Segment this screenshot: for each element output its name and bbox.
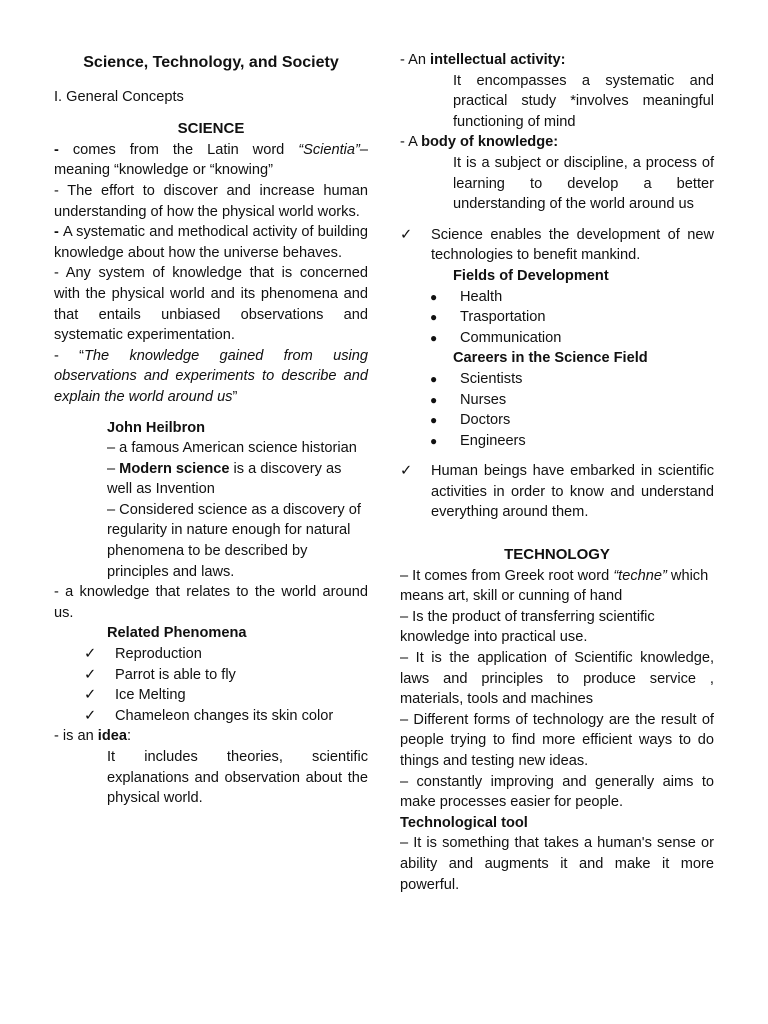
phenomena-list <box>54 644 368 726</box>
left-column <box>54 50 368 809</box>
science-definition-5: - “The knowledge gained from using observations and experiments to describe and explain the world around us” <box>54 347 368 405</box>
list-item: ● Communication <box>400 328 714 349</box>
bullet-icon: ● <box>430 330 438 345</box>
heilbron-note-1: – a famous American science historian <box>107 440 357 457</box>
science-definition-4: - Any system of knowledge that is concerned with the physical world and its phenomena and that entails unbiased observations and systematic experimentation. <box>54 265 368 344</box>
technology-heading: TECHNOLOGY <box>504 546 610 564</box>
heilbron-note-2: – Modern science is a discovery as well as Invention <box>107 460 342 498</box>
bullet-icon: ● <box>430 310 438 325</box>
document-title: Science, Technology, and Society <box>83 54 339 71</box>
list-item: ✓ Reproduction <box>54 644 368 665</box>
bullet-icon: ● <box>430 289 438 304</box>
bullet-icon: ● <box>430 371 438 386</box>
list-item: ✓ Ice Melting <box>54 685 368 706</box>
list-item: ● Trasportation <box>400 307 714 328</box>
careers-list <box>400 369 714 451</box>
list-item: ● Nurses <box>400 390 714 411</box>
list-item: ● Health <box>400 287 714 308</box>
check-icon: ✓ <box>84 687 97 704</box>
scientific-activities-note: ✓ Human beings have embarked in scientific activities in order to know and understand everything around them. <box>400 463 714 521</box>
list-item: ● Engineers <box>400 431 714 452</box>
check-icon: ✓ <box>84 666 97 683</box>
science-benefit-note: ✓ Science enables the development of new technologies to benefit mankind. <box>400 226 714 264</box>
heilbron-block <box>107 418 368 583</box>
careers-heading: Careers in the Science Field <box>453 350 648 367</box>
check-icon: ✓ <box>400 463 413 480</box>
bullet-icon: ● <box>430 433 438 448</box>
intellectual-activity-line: - An intellectual activity: <box>400 52 566 68</box>
related-phenomena-heading: Related Phenomena <box>107 625 247 642</box>
bullet-icon: ● <box>430 413 438 428</box>
technology-definition-5: – constantly improving and generally aims to make processes easier for people. <box>400 773 714 811</box>
section-label: I. General Concepts <box>54 88 184 105</box>
heilbron-name: John Heilbron <box>107 419 206 436</box>
body-of-knowledge-line: - A body of knowledge: <box>400 134 559 151</box>
intellectual-activity-description: It encompasses a systematic and practical study *involves meaningful functioning of mind <box>453 72 714 130</box>
check-icon: ✓ <box>84 707 97 724</box>
body-of-knowledge-description: It is a subject or discipline, a process of learning to develop a better understanding of the world around us <box>453 154 714 213</box>
science-definition-1: - comes from the Latin word “Scientia”– meaning “knowledge or “knowing” <box>54 141 369 179</box>
list-item: ✓ Chameleon changes its skin color <box>54 706 368 727</box>
technology-definition-1: – It comes from Greek root word “techne” which means art, skill or cunning of hand <box>400 567 709 605</box>
technology-definition-4: – Different forms of technology are the result of people trying to find more efficient ways to do things and testing new ideas. <box>400 711 714 769</box>
list-item: ● Doctors <box>400 410 714 431</box>
idea-description: It includes theories, scientific explanations and observation about the physical world. <box>107 749 368 807</box>
technology-definition-3: – It is the application of Scientific knowledge, laws and principles to produce service , materials, tools and machines <box>400 650 714 708</box>
fields-heading: Fields of Development <box>453 267 609 284</box>
technological-tool-description: – It is something that takes a human's sense or ability and augments it and make it more powerful. <box>400 835 714 893</box>
bullet-icon: ● <box>430 392 438 407</box>
technological-tool-heading: Technological tool <box>400 814 528 831</box>
knowledge-line: - a knowledge that relates to the world around us. <box>54 584 368 621</box>
science-definition-2: - The effort to discover and increase human understanding of how the physical world works. <box>54 182 368 220</box>
science-definition-3: - A systematic and methodical activity of building knowledge about how the universe behaves. <box>54 224 368 261</box>
fields-list <box>400 287 714 349</box>
heilbron-note-3: – Considered science as a discovery of regularity in nature enough for natural phenomena to be described by principles and laws. <box>107 501 361 580</box>
right-column <box>400 50 714 895</box>
list-item: ✓ Parrot is able to fly <box>54 665 368 686</box>
check-icon: ✓ <box>84 646 97 663</box>
check-icon: ✓ <box>400 226 413 243</box>
technology-definition-2: – Is the product of transferring scientific knowledge into practical use. <box>400 608 655 646</box>
idea-line: - is an idea: <box>54 728 132 745</box>
science-heading: SCIENCE <box>177 120 245 138</box>
list-item: ● Scientists <box>400 369 714 390</box>
